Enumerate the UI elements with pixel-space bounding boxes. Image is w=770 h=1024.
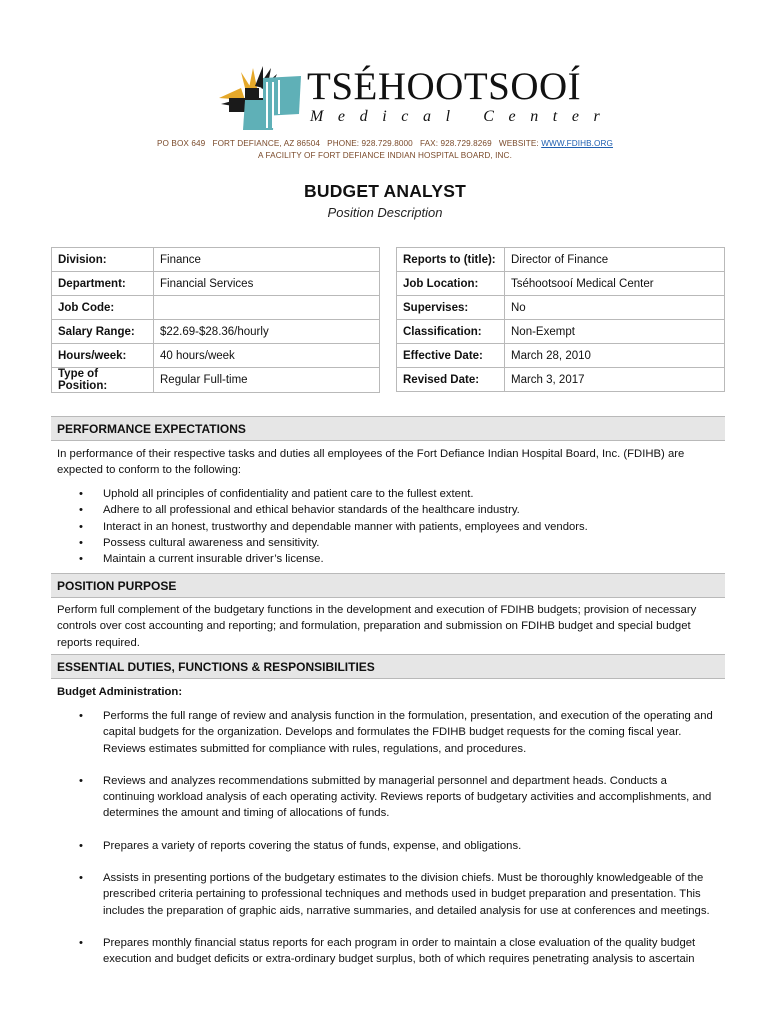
list-item: • Adhere to all professional and ethical behavior standards of the healthcare industry.	[57, 502, 721, 518]
info-value: Non-Exempt	[505, 320, 725, 344]
info-label: Job Code:	[52, 296, 154, 320]
info-label: Job Location:	[397, 272, 505, 296]
logo	[215, 58, 615, 132]
info-label: Reports to (title):	[397, 248, 505, 272]
section-header-performance	[51, 416, 725, 441]
info-value	[154, 296, 380, 320]
info-value: Regular Full-time	[154, 368, 380, 393]
table-row	[52, 320, 380, 344]
info-label: Department:	[52, 272, 154, 296]
facility-line: A FACILITY OF FORT DEFIANCE INDIAN HOSPITAL BOARD, INC.	[258, 151, 512, 160]
section-header-duties	[51, 654, 725, 679]
list-item: • Performs the full range of review and analysis function in the formulation, presentation, and execution of the operating and capital budgets for the organization. Develops and formulates the FDIHB budget requests for the coming fiscal year. Reviews estimates submitted for compliance with rules, regulations, and procedures.	[57, 708, 721, 757]
page-title: BUDGET ANALYST	[304, 181, 466, 201]
info-label: Hours/week:	[52, 344, 154, 368]
website-link[interactable]: WWW.FDIHB.ORG	[541, 139, 613, 148]
table-row	[397, 368, 725, 392]
info-label: Division:	[52, 248, 154, 272]
table-row	[52, 368, 380, 393]
info-label: Classification:	[397, 320, 505, 344]
list-item: • Possess cultural awareness and sensitivity.	[57, 535, 721, 551]
duties-subheading: Budget Administration:	[57, 686, 183, 698]
info-label: Revised Date:	[397, 368, 505, 392]
logo-mark-icon	[215, 58, 305, 132]
list-item: • Interact in an honest, trustworthy and dependable manner with patients, employees and vendors.	[57, 519, 721, 535]
list-item: • Reviews and analyzes recommendations submitted by managerial personnel and department heads. Conducts a continuing workload analysis of each operating activity. Reviews reports of budgetary activities and accomplishments, and determines the amount and timing of allocations of funds.	[57, 773, 721, 822]
list-item: • Assists in presenting portions of the budgetary estimates to the division chiefs. Must be thoroughly knowledgeable of the prescribed criteria pertaining to professional techniques and methods used in budget preparation and presentation. This includes the preparation of graphic aids, narrative summaries, and detailed analysis for use at conferences and meetings.	[57, 870, 721, 919]
table-row	[397, 296, 725, 320]
table-row	[52, 296, 380, 320]
city: FORT DEFIANCE, AZ 86504	[212, 139, 321, 148]
info-value: 40 hours/week	[154, 344, 380, 368]
info-label: Salary Range:	[52, 320, 154, 344]
table-row	[397, 248, 725, 272]
list-item: • Maintain a current insurable driver’s license.	[57, 551, 721, 567]
info-value: Tséhootsooí Medical Center	[505, 272, 725, 296]
info-value: Finance	[154, 248, 380, 272]
po-box: PO BOX 649	[157, 139, 206, 148]
table-row	[397, 320, 725, 344]
section-heading: PERFORMANCE EXPECTATIONS	[57, 422, 246, 436]
info-value: March 3, 2017	[505, 368, 725, 392]
list-item: • Prepares monthly financial status reports for each program in order to maintain a close evaluation of the quality budget execution and budget deficits or extra-ordinary budget surplus, both of which requires penetrating analysis to ascertain	[57, 935, 721, 968]
table-row	[397, 272, 725, 296]
table-row	[52, 344, 380, 368]
info-value: March 28, 2010	[505, 344, 725, 368]
contact-line	[0, 139, 770, 148]
position-info-table-right	[396, 247, 725, 392]
info-value: Director of Finance	[505, 248, 725, 272]
table-row	[397, 344, 725, 368]
position-info-table-left	[51, 247, 380, 393]
section-heading: POSITION PURPOSE	[57, 579, 177, 593]
page-subtitle: Position Description	[327, 205, 443, 220]
list-item: • Uphold all principles of confidentiality and patient care to the fullest extent.	[57, 486, 721, 502]
info-value: $22.69-$28.36/hourly	[154, 320, 380, 344]
duties-list	[57, 708, 721, 984]
phone: PHONE: 928.729.8000	[327, 139, 413, 148]
website-label: WEBSITE:	[498, 139, 539, 148]
section-header-purpose	[51, 573, 725, 598]
info-value: Financial Services	[154, 272, 380, 296]
info-label: Supervises:	[397, 296, 505, 320]
section-heading: ESSENTIAL DUTIES, FUNCTIONS & RESPONSIBILITIES	[57, 660, 375, 674]
info-value: No	[505, 296, 725, 320]
info-label: Type of Position:	[52, 368, 154, 393]
brand-name: TSÉHOOTSOOÍ	[307, 65, 582, 108]
list-item: • Prepares a variety of reports covering the status of funds, expense, and obligations.	[57, 838, 721, 854]
performance-list	[57, 486, 721, 567]
brand-subtitle: Medical Center	[310, 108, 615, 125]
purpose-text: Perform full complement of the budgetary functions in the development and execution of FDIHB budgets; provision of necessary controls over cost accounting and reporting; and formulation, preparation and submission on FDIHB budget and special budget reports required.	[57, 604, 697, 649]
info-label: Effective Date:	[397, 344, 505, 368]
fax: FAX: 928.729.8269	[419, 139, 492, 148]
table-row	[52, 272, 380, 296]
performance-intro: In performance of their respective tasks and duties all employees of the Fort Defiance Indian Hospital Board, Inc. (FDIHB) are expected to conform to the following:	[57, 448, 685, 477]
table-row	[52, 248, 380, 272]
